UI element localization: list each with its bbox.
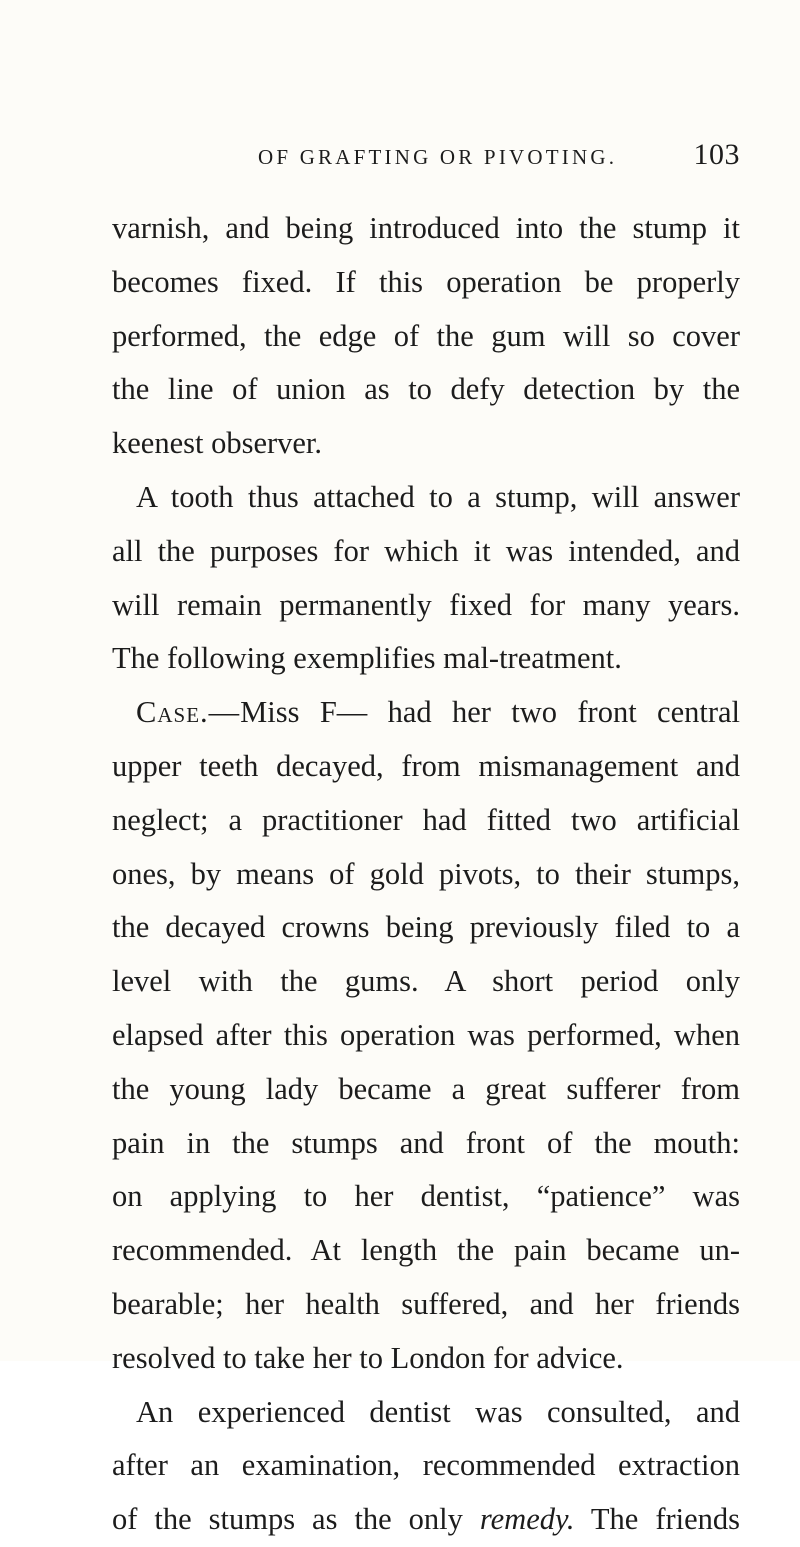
text-line: An experienced dentist was consulted, and <box>136 1394 740 1429</box>
text-line: neglect; a practitioner had fitted two artificial <box>112 802 740 837</box>
running-head: OF GRAFTING OR PIVOTING. <box>258 145 618 169</box>
text-line: ones, by means of gold pivots, to their stumps, <box>112 856 740 891</box>
text-line: A tooth thus attached to a stump, will answer <box>136 479 740 514</box>
text-line: upper teeth decayed, from mismanagement and <box>112 748 740 783</box>
body-text <box>112 202 740 1547</box>
text-line: all the purposes for which it was intended, and <box>112 533 740 568</box>
text-line: the line of union as to defy detection by the <box>112 372 740 407</box>
text-line-case <box>112 686 740 740</box>
final-line-start: of the stumps as the only <box>112 1502 463 1537</box>
text-line: elapsed after this operation was performed, when <box>112 1017 740 1052</box>
text-line: the young lady became a great sufferer from <box>112 1071 740 1106</box>
page-number: 103 <box>693 138 740 171</box>
page-header <box>258 138 740 178</box>
text-line: bearable; her health suffered, and her friends <box>112 1286 740 1321</box>
text-line: resolved to take her to London for advice. <box>112 1340 624 1375</box>
text-line: keenest observer. <box>112 426 323 461</box>
text-line: will remain permanently fixed for many years. <box>112 587 740 622</box>
case-text: Miss F— had her two front central <box>240 695 740 730</box>
case-label: Case.— <box>136 695 241 730</box>
final-line-tail: The friends <box>574 1502 741 1537</box>
text-line: recommended. At length the pain became un- <box>112 1233 740 1268</box>
text-line: on applying to her dentist, “patience” was <box>112 1179 740 1214</box>
text-line: the decayed crowns being previously filed to a <box>112 910 740 945</box>
text-line: varnish, and being introduced into the stump it <box>112 211 740 245</box>
italic-word: remedy. <box>479 1502 575 1537</box>
text-line: becomes fixed. If this operation be properly <box>112 264 740 299</box>
text-line: The following exemplifies mal-treatment. <box>112 641 622 676</box>
text-line: performed, the edge of the gum will so cover <box>112 318 740 353</box>
text-line: level with the gums. A short period only <box>112 964 740 999</box>
text-line-final <box>112 1493 740 1547</box>
text-line: pain in the stumps and front of the mouth: <box>112 1125 740 1160</box>
text-line: after an examination, recommended extraction <box>112 1448 740 1483</box>
